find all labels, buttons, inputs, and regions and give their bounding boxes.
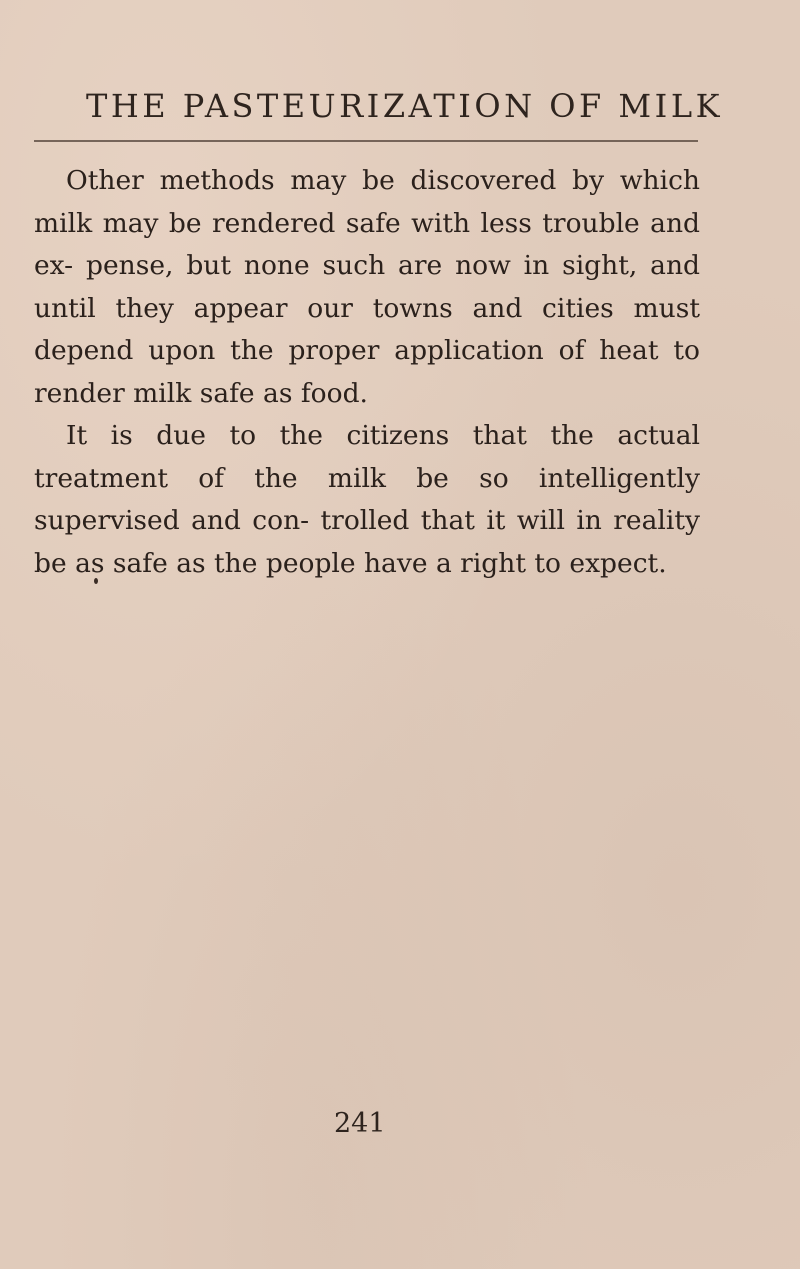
paragraph-1: Other methods may be discovered by which milk may be rendered safe with less trouble and ex- pense, but none such are now in sight, and until they appear our towns and cities must depend upon the proper application of heat to render milk safe as food.	[34, 165, 700, 409]
page-number: 241	[334, 1108, 386, 1139]
header-rule	[34, 140, 698, 142]
body-text	[34, 160, 700, 585]
ink-speck	[94, 578, 98, 584]
running-head: THE PASTEURIZATION OF MILK	[86, 87, 723, 125]
paragraph-2: It is due to the citizens that the actual treatment of the milk be so intelligently supervised and con- trolled that it will in reality be as safe as the people have a right to expect.	[34, 420, 700, 579]
